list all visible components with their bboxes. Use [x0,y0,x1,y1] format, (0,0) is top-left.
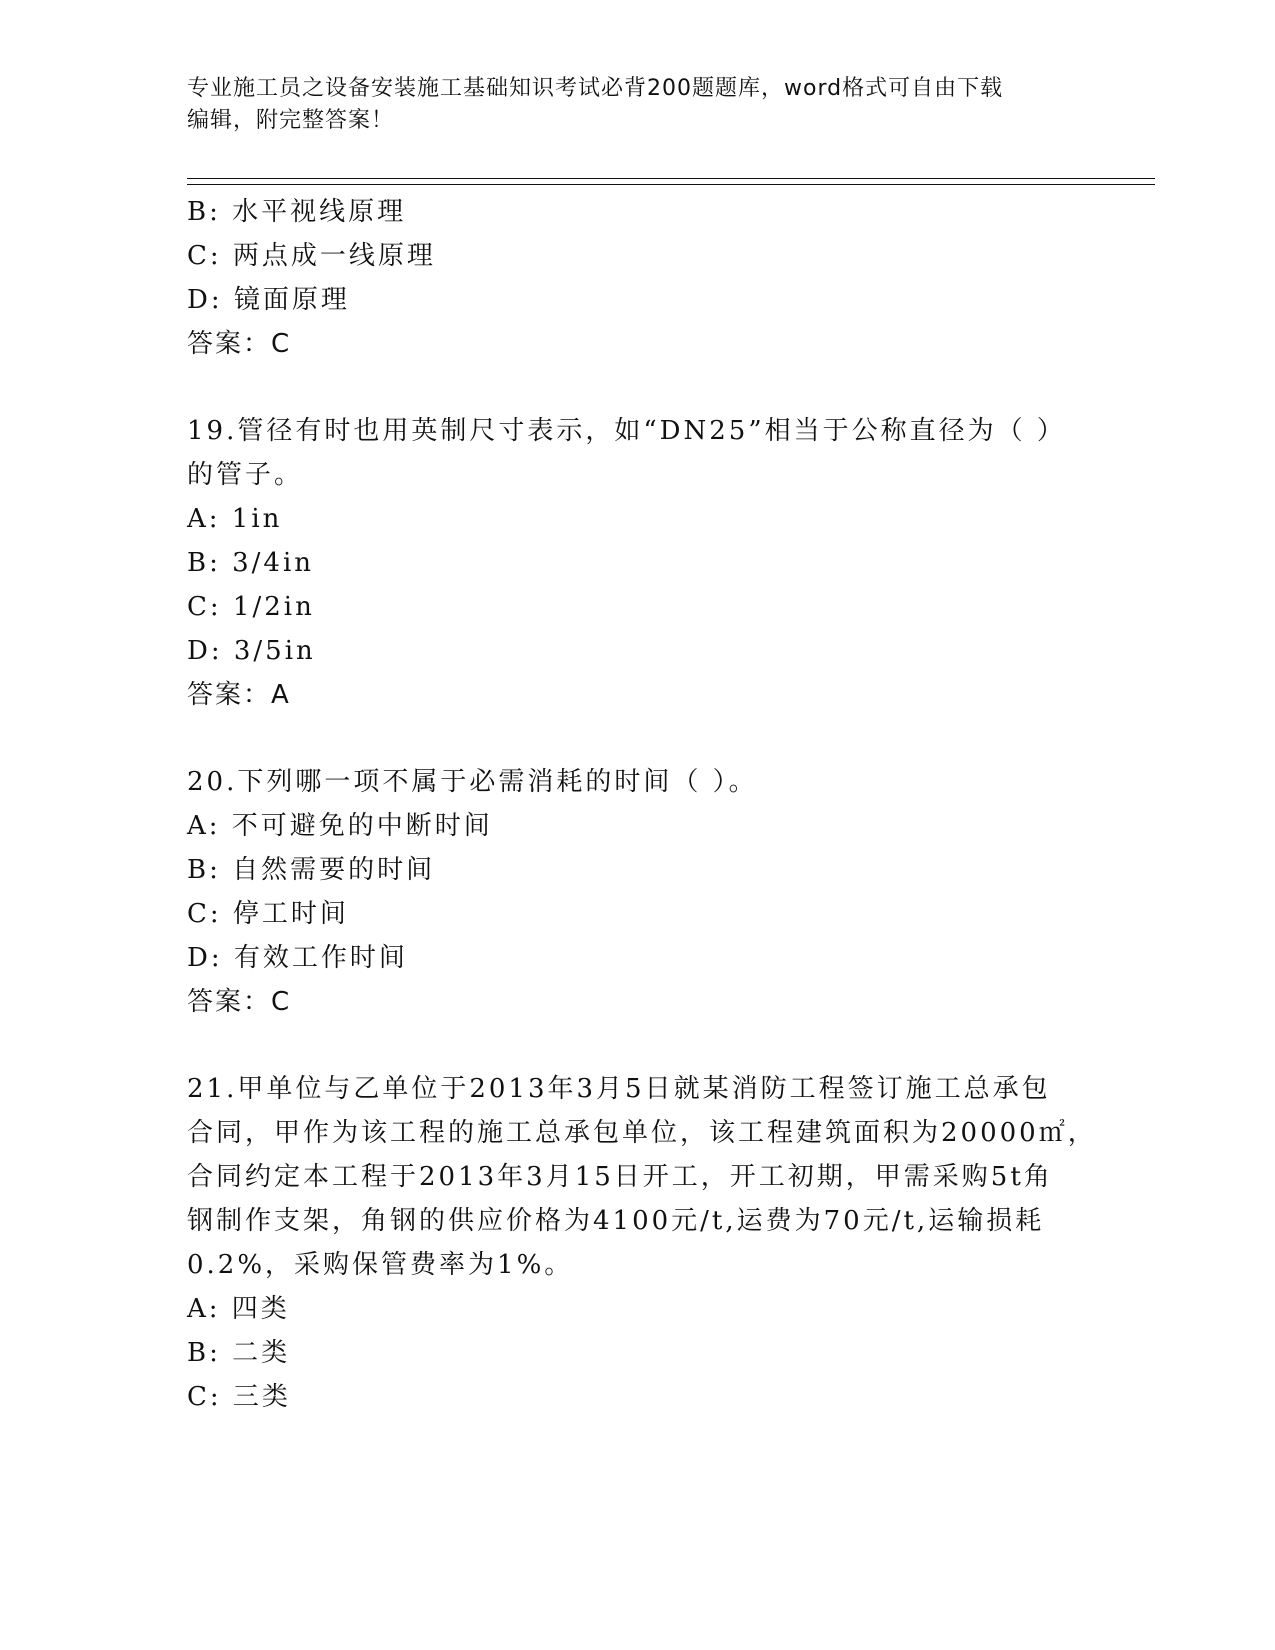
q21-stem-line-5: 0.2%，采购保管费率为1%。 [187,1250,574,1280]
q18-option-c: C: 两点成一线原理 [187,241,436,271]
header-line-2: 编辑，附完整答案！ [187,108,395,133]
q19-option-d: D: 3/5in [187,636,316,666]
q21-option-a: A: 四类 [187,1294,290,1324]
header-divider-top [187,178,1155,179]
q20-answer: 答案：C [187,987,292,1017]
header-divider-bottom [187,184,1155,185]
header-line-1: 专业施工员之设备安装施工基础知识考试必背200题题库，word格式可自由下载 [187,76,1004,101]
q20-option-d: D: 有效工作时间 [187,943,408,973]
q20-option-a: A: 不可避免的中断时间 [187,811,493,841]
q21-stem-line-1: 21.甲单位与乙单位于2013年3月5日就某消防工程签订施工总承包 [187,1074,1051,1104]
q21-stem-line-3: 合同约定本工程于2013年3月15日开工，开工初期，甲需采购5t角 [187,1162,1053,1192]
q18-option-d: D: 镜面原理 [187,285,350,315]
q20-stem: 20.下列哪一项不属于必需消耗的时间（ ）。 [187,767,758,797]
q19-stem-line-1: 19.管径有时也用英制尺寸表示，如“DN25”相当于公称直径为（ ） [187,416,1066,446]
q21-stem-line-2: 合同，甲作为该工程的施工总承包单位，该工程建筑面积为20000㎡， [187,1118,1097,1148]
q20-option-b: B: 自然需要的时间 [187,855,436,885]
q19-option-b: B: 3/4in [187,548,315,578]
q18-option-b: B: 水平视线原理 [187,197,407,227]
q21-stem-line-4: 钢制作支架，角钢的供应价格为4100元/t,运费为70元/t,运输损耗 [187,1206,1045,1236]
q19-option-a: A: 1in [187,504,283,534]
q21-option-c: C: 三类 [187,1382,291,1412]
q21-option-b: B: 二类 [187,1338,291,1368]
q19-answer: 答案：A [187,680,291,710]
q19-stem-line-2: 的管子。 [187,460,304,490]
q19-option-c: C: 1/2in [187,592,315,622]
q20-option-c: C: 停工时间 [187,899,349,929]
document-header [187,73,1077,137]
q18-answer: 答案：C [187,329,292,359]
